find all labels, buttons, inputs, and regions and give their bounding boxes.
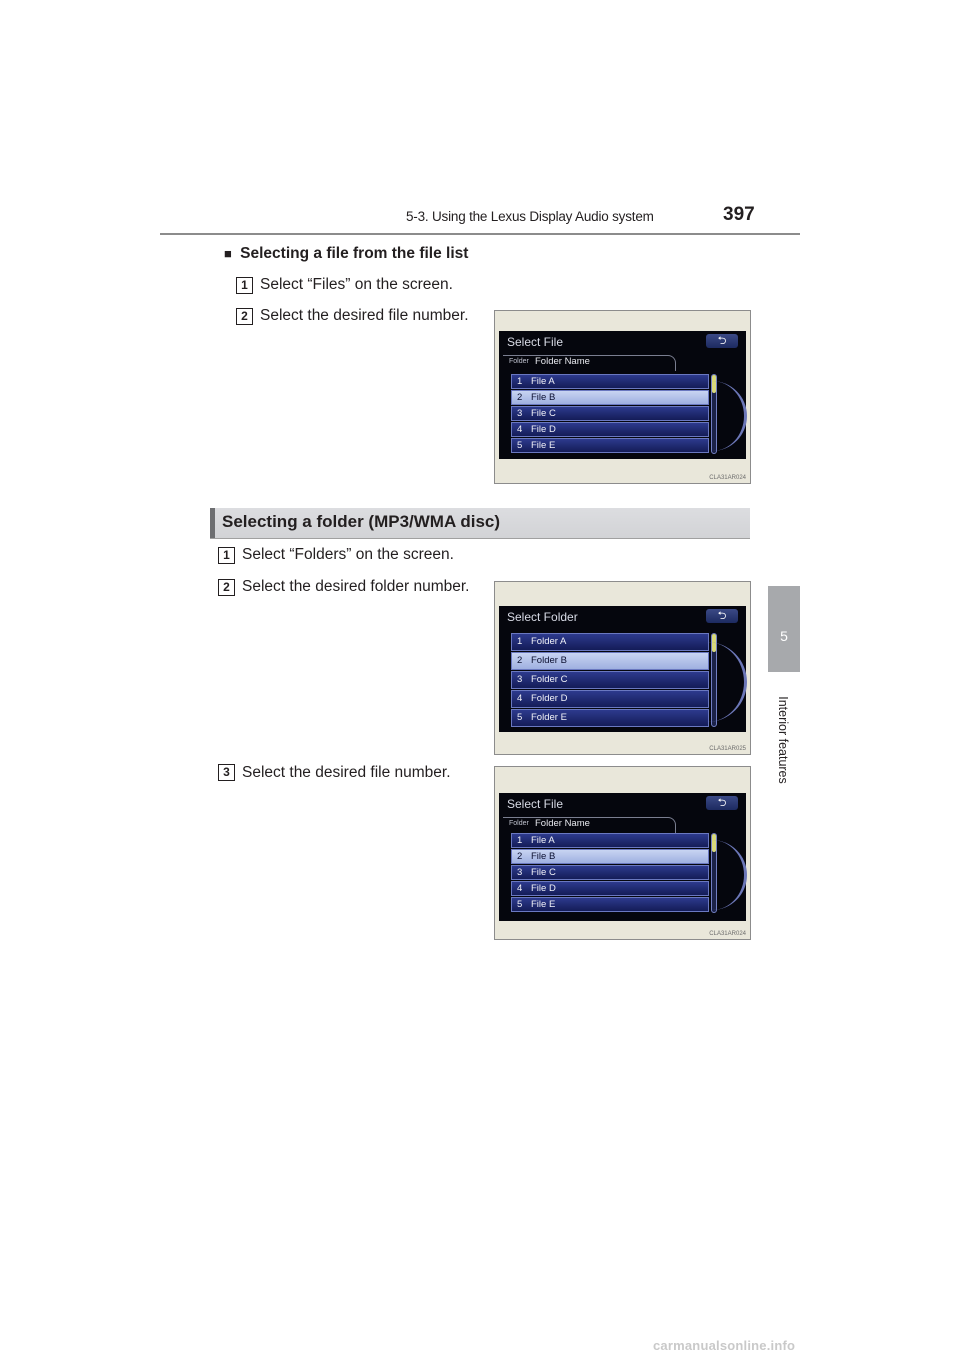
file-list [511, 833, 709, 913]
screen-image-select-file [494, 310, 751, 484]
list-item: 5 Folder E [511, 709, 709, 727]
display-screen [499, 606, 746, 732]
chapter-number: 5 [780, 628, 788, 644]
dial-arc [707, 642, 747, 722]
screen-title: Select File [507, 797, 564, 811]
step-text: Select “Folders” on the screen. [242, 546, 454, 563]
screen-image-select-file [494, 766, 751, 940]
return-arrow-icon: ⮌ [706, 796, 738, 810]
list-item: 3 File C [511, 865, 709, 880]
step-number-box: 1 [236, 277, 253, 294]
list-item: 3 Folder C [511, 671, 709, 689]
screen-image-select-folder [494, 581, 751, 755]
section-heading: Selecting a folder (MP3/WMA disc) [222, 512, 501, 531]
screen-title: Select File [507, 335, 564, 349]
folder-label: Folder [509, 820, 529, 827]
page-number: 397 [723, 204, 755, 225]
list-item: 4 File D [511, 881, 709, 896]
image-code: CLA31AR024 [709, 931, 746, 937]
return-arrow-icon: ⮌ [706, 334, 738, 348]
dial-arc [707, 840, 747, 910]
square-bullet-icon: ■ [224, 246, 232, 261]
subheading [224, 245, 468, 263]
step-text: Select the desired file number. [260, 307, 469, 324]
image-code: CLA31AR024 [709, 475, 746, 481]
list-item: 2 Folder B [511, 652, 709, 670]
list-item: 4 File D [511, 422, 709, 437]
subheading-text: Selecting a file from the file list [240, 245, 469, 262]
return-arrow-icon: ⮌ [706, 609, 738, 623]
step-number-box: 2 [218, 579, 235, 596]
list-item: 5 File E [511, 438, 709, 453]
step-number-box: 2 [236, 308, 253, 325]
list-item: 5 File E [511, 897, 709, 912]
list-item: 2 File B [511, 849, 709, 864]
list-item: 1 Folder A [511, 633, 709, 651]
folder-name: Folder Name [535, 356, 590, 367]
folder-name: Folder Name [535, 818, 590, 829]
list-item: 4 Folder D [511, 690, 709, 708]
list-item: 3 File C [511, 406, 709, 421]
header-rule [160, 233, 800, 235]
step-text: Select the desired file number. [242, 764, 451, 781]
step-text: Select the desired folder number. [242, 578, 470, 595]
image-code: CLA31AR025 [709, 746, 746, 752]
display-screen [499, 331, 746, 459]
step-number-box: 1 [218, 547, 235, 564]
folder-label: Folder [509, 358, 529, 365]
chapter-label-wrapper [773, 696, 793, 784]
chapter-label: Interior features [776, 696, 790, 784]
running-header: 5-3. Using the Lexus Display Audio system [406, 209, 654, 224]
list-item: 1 File A [511, 833, 709, 848]
watermark: carmanualsonline.info [653, 1338, 796, 1353]
file-list [511, 374, 709, 454]
step-text: Select “Files” on the screen. [260, 276, 453, 293]
dial-arc [707, 381, 747, 451]
screen-title: Select Folder [507, 610, 578, 624]
list-item: 2 File B [511, 390, 709, 405]
list-item: 1 File A [511, 374, 709, 389]
display-screen [499, 793, 746, 921]
folder-list [511, 633, 709, 728]
step-number-box: 3 [218, 764, 235, 781]
